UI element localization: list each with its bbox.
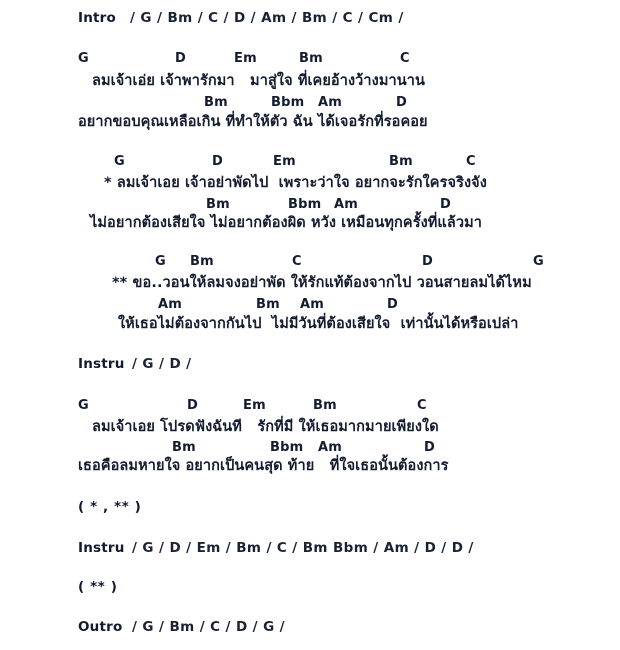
chord: Em bbox=[273, 154, 296, 169]
chord: Bm bbox=[206, 197, 230, 212]
section-chords-intro: / G / Bm / C / D / Am / Bm / C / Cm / bbox=[130, 10, 404, 26]
chord: D bbox=[396, 95, 407, 110]
chord: C bbox=[400, 51, 410, 66]
chord: G bbox=[155, 254, 166, 269]
chord: G bbox=[114, 154, 125, 169]
chord: Bm bbox=[389, 154, 413, 169]
lyric-line: อยากขอบคุณเหลือเกิน ที่ทำให้ตัว ฉัน ได้เจอรักที่รอคอย bbox=[78, 114, 428, 130]
chord: C bbox=[417, 398, 427, 413]
chord: D bbox=[422, 254, 433, 269]
chord: Em bbox=[243, 398, 266, 413]
chord: Bm bbox=[299, 51, 323, 66]
lyric-line: ไม่อยากต้องเสียใจ ไม่อยากต้องผิด หวัง เหมือนทุกครั้งที่แล้วมา bbox=[90, 215, 483, 231]
chord: D bbox=[424, 440, 435, 455]
chord: C bbox=[466, 154, 476, 169]
chord: G bbox=[533, 254, 544, 269]
repeat-marker-doublestar: ( ** ) bbox=[78, 579, 118, 595]
chord: G bbox=[78, 398, 89, 413]
chord: Bm bbox=[256, 297, 280, 312]
chord: Am bbox=[158, 297, 183, 312]
chord: Am bbox=[318, 95, 343, 110]
chord: D bbox=[440, 197, 451, 212]
chord: Bm bbox=[172, 440, 196, 455]
chord: Bbm bbox=[270, 440, 304, 455]
chord: Bm bbox=[204, 95, 228, 110]
chord: D bbox=[187, 398, 198, 413]
chord: Am bbox=[318, 440, 343, 455]
section-label-instru-1: Instru bbox=[78, 356, 125, 372]
repeat-marker-star-doublestar: ( * , ** ) bbox=[78, 499, 142, 515]
lyric-line: ** ขอ..วอนให้ลมจงอย่าพัด ให้รักแท้ต้องจากไป วอนสายลมได้ไหม bbox=[112, 275, 532, 291]
chord: Bm bbox=[313, 398, 337, 413]
lyric-line: * ลมเจ้าเอย เจ้าอย่าพัดไป เพราะว่าใจ อยากจะรักใครจริงจัง bbox=[104, 175, 487, 191]
section-label-instru-2: Instru bbox=[78, 540, 125, 556]
lyric-line: ให้เธอไม่ต้องจากกันไป ไม่มีวันที่ต้องเสียใจ เท่านั้นได้หรือเปล่า bbox=[118, 316, 519, 332]
chord: Bbm bbox=[271, 95, 305, 110]
section-chords-outro: / G / Bm / C / D / G / bbox=[132, 619, 286, 635]
lyric-line: เธอคือลมหายใจ อยากเป็นคนสุด ท้าย ที่ใจเธอนั้นต้องการ bbox=[78, 458, 449, 474]
section-chords-instru-1: / G / D / bbox=[132, 356, 192, 372]
section-chords-instru-2: / G / D / Em / Bm / C / Bm Bbm / Am / D / D / bbox=[132, 540, 474, 556]
chord: Bbm bbox=[288, 197, 322, 212]
chord: C bbox=[292, 254, 302, 269]
chord: G bbox=[78, 51, 89, 66]
lyric-line: ลมเจ้าเอย โปรดฟังฉันที รักที่มี ให้เธอมากมายเพียงใด bbox=[92, 419, 439, 435]
chord: D bbox=[175, 51, 186, 66]
chord: Am bbox=[334, 197, 359, 212]
section-label-outro: Outro bbox=[78, 619, 123, 635]
chord: Bm bbox=[190, 254, 214, 269]
lyric-line: ลมเจ้าเอ่ย เจ้าพารักมา มาสู่ใจ ที่เคยอ้างว้างมานาน bbox=[92, 73, 425, 89]
chord: Em bbox=[234, 51, 257, 66]
chord: D bbox=[212, 154, 223, 169]
section-label-intro: Intro bbox=[78, 10, 117, 26]
chord: Am bbox=[300, 297, 325, 312]
chord: D bbox=[387, 297, 398, 312]
